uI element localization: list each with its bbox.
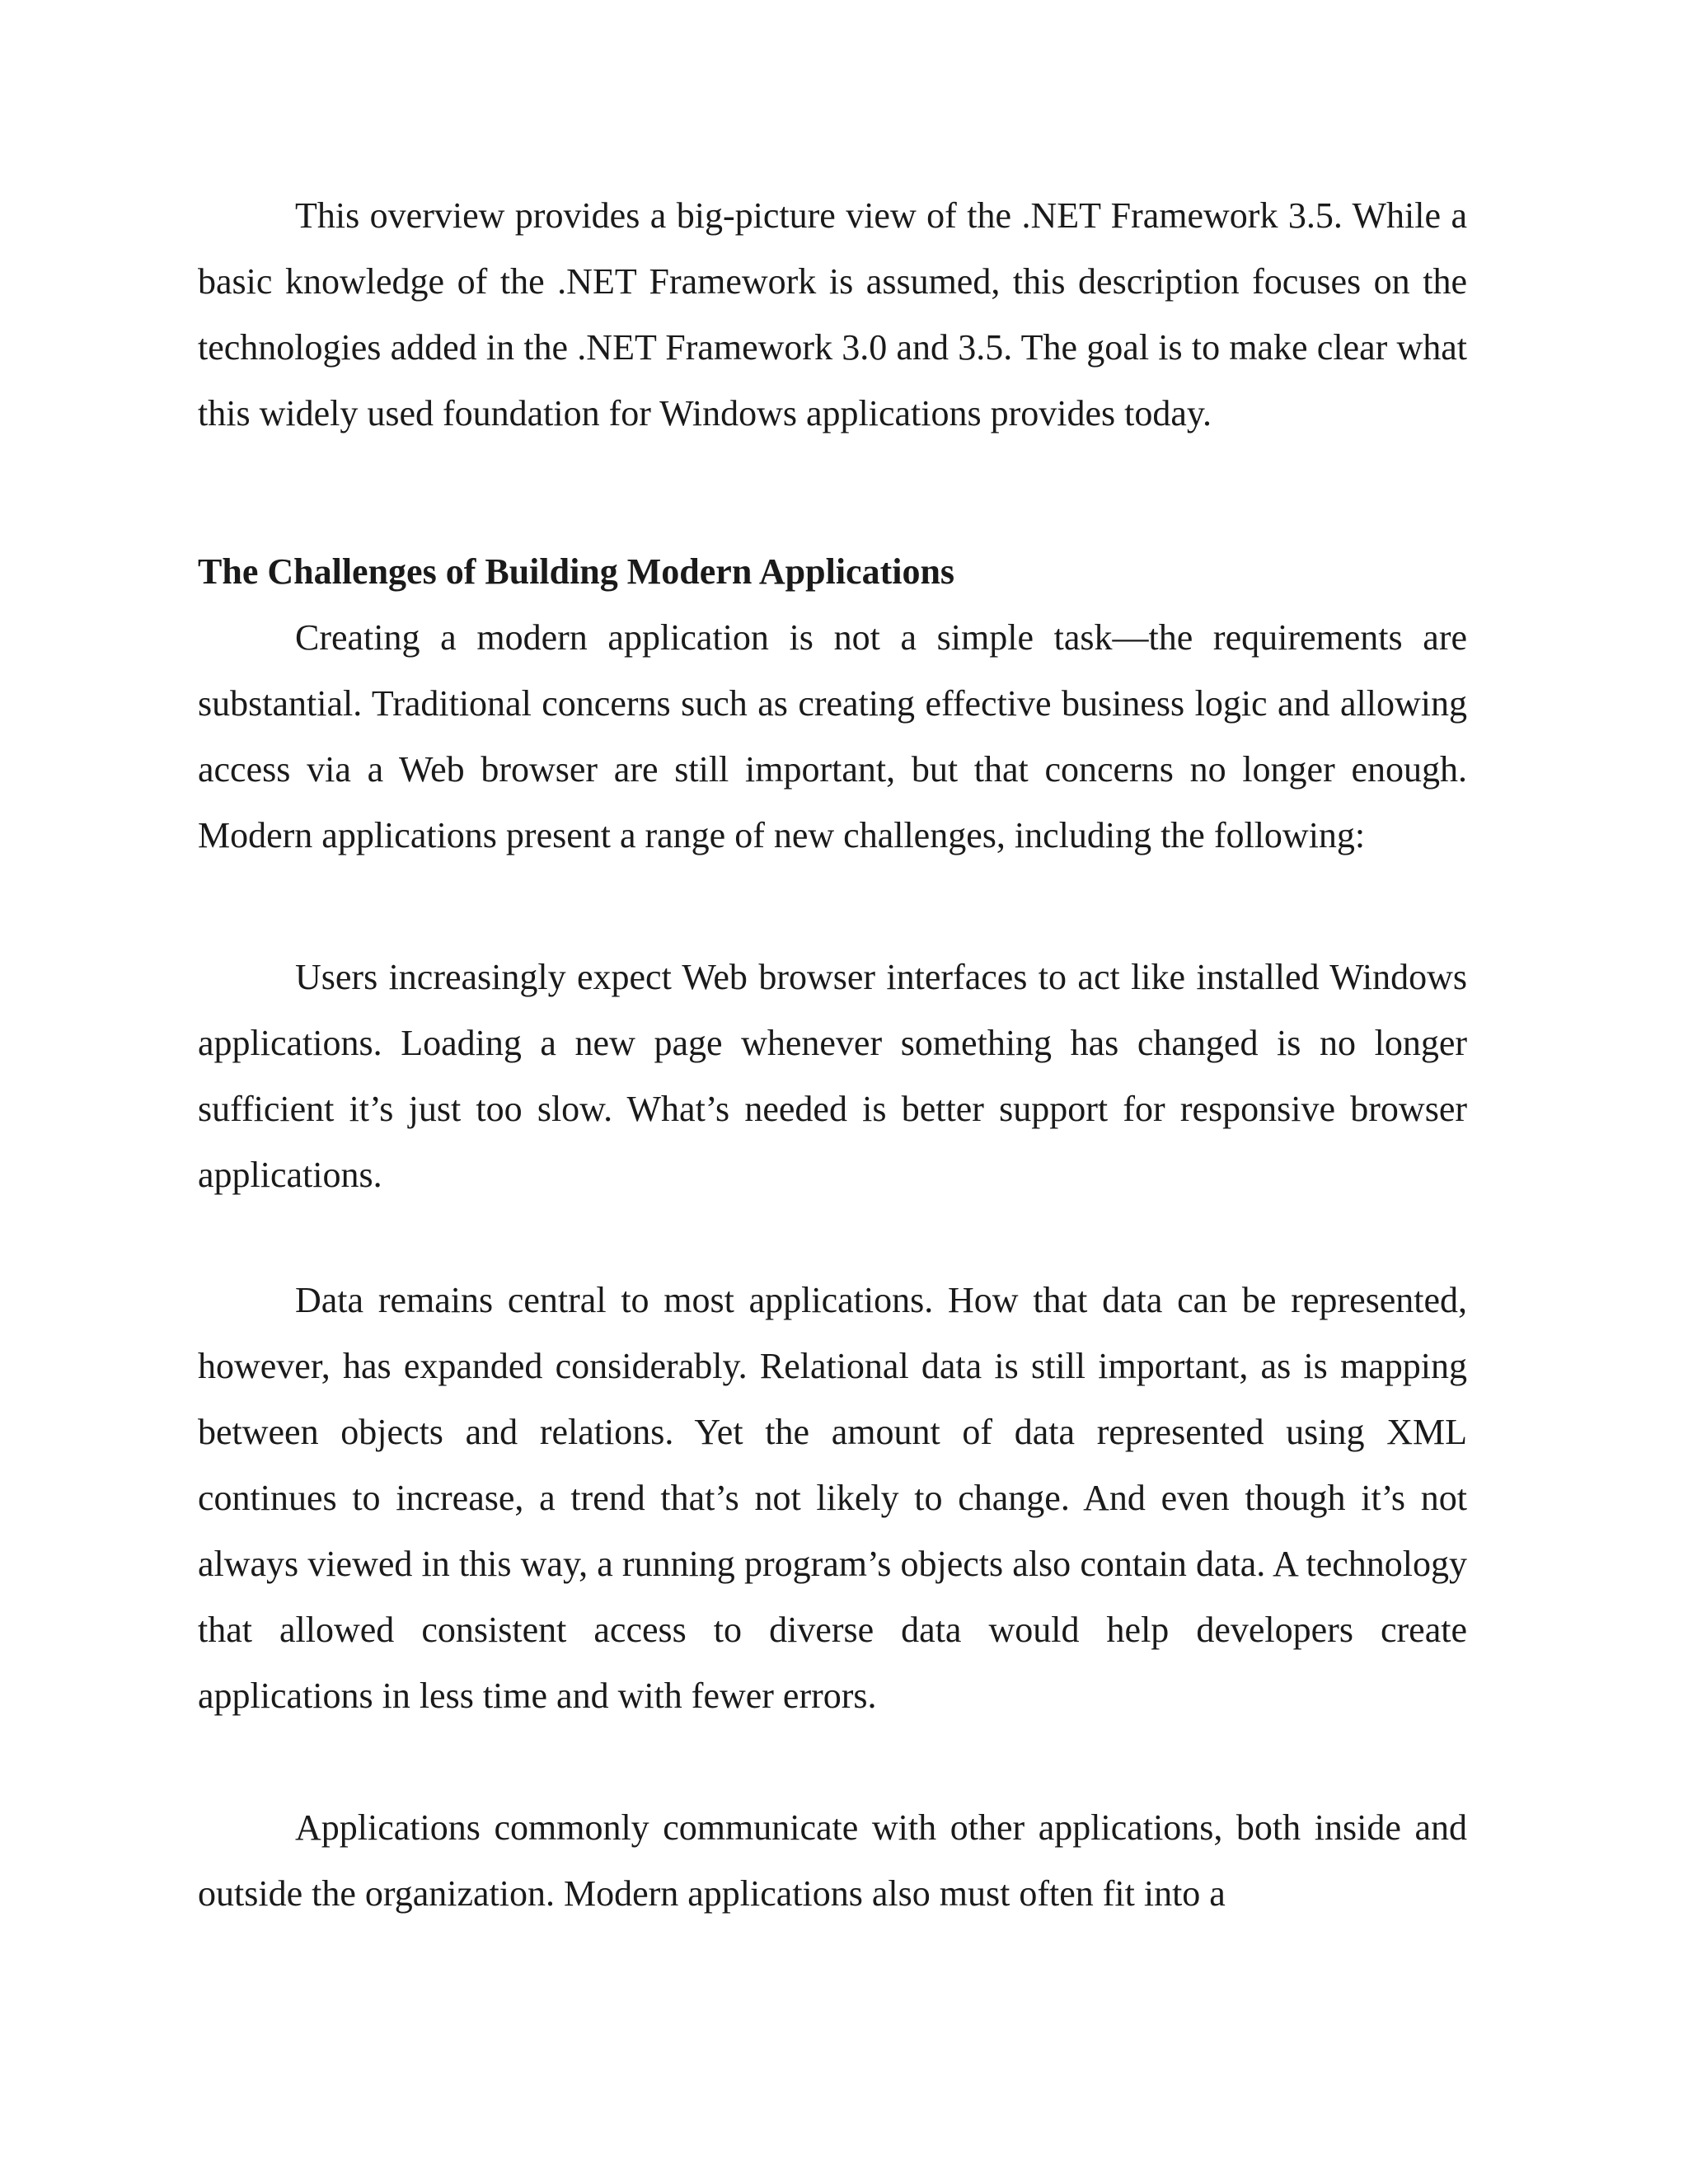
paragraph-challenges-intro: Creating a modern application is not a simple task—the requirements are substantial. Traditional concerns such as creating effective business logic and allowing access via a Web browser are still important, but that concerns no longer enough. Modern applications present a range of new challenges, including the following:	[198, 617, 1467, 855]
section-heading: The Challenges of Building Modern Applications	[198, 551, 955, 592]
paragraph-communication: Applications commonly communicate with other applications, both inside and outside the organization. Modern applications also must often fit into a	[198, 1807, 1467, 1914]
paragraph-overview: This overview provides a big-picture view of the .NET Framework 3.5. While a basic knowledge of the .NET Framework is assumed, this description focuses on the technologies added in the .NET Framework 3.0 and 3.5. The goal is to make clear what this widely used foundation for Windows applications provides today.	[198, 195, 1467, 434]
paragraph-data-access: Data remains central to most applications. How that data can be represented, however, has expanded considerably. Relational data is still important, as is mapping between objects and relations. Yet the amount of data represented using XML continues to increase, a trend that’s not likely to change. And even though it’s not always viewed in this way, a running program’s objects also contain data. A technology that allowed consistent access to diverse data would help developers create applications in less time and with fewer errors.	[198, 1280, 1467, 1716]
paragraph-browser-interfaces: Users increasingly expect Web browser interfaces to act like installed Windows applications. Loading a new page whenever something has changed is no longer sufficient it’s just too slow. What’s needed is better support for responsive browser applications.	[198, 957, 1467, 1195]
